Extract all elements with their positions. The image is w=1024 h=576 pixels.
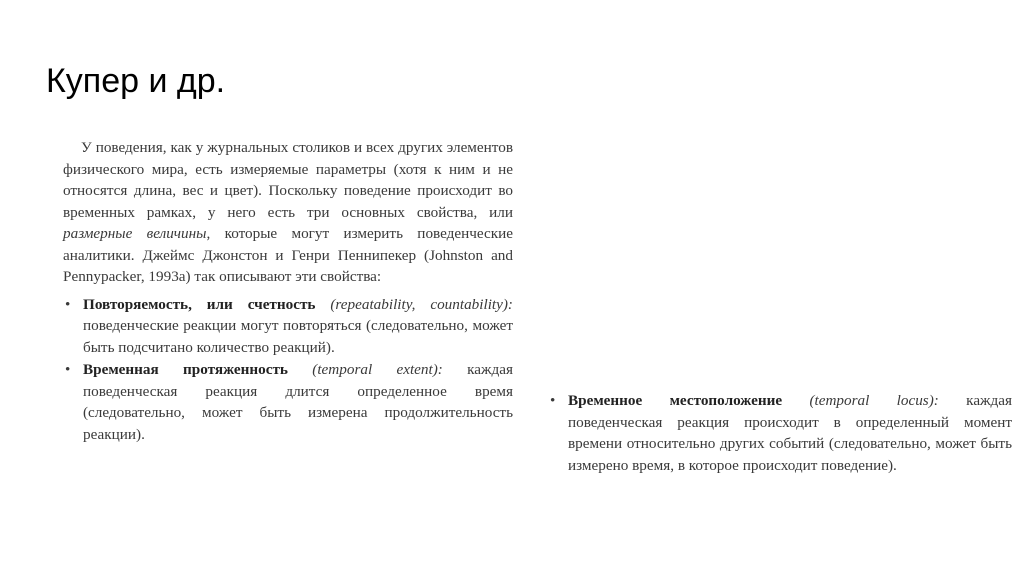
bullet-text: каждая поведенческая реакция длится определенное время (следовательно, может быть измерена продолжительность реакции).	[83, 361, 513, 443]
bullet-item-temporal-extent	[63, 359, 513, 445]
intro-paragraph	[63, 137, 513, 288]
bullet-marker: •	[65, 295, 71, 313]
book-excerpt-left-column	[63, 137, 513, 446]
bullet-translation: (repeatability, countability):	[330, 295, 513, 313]
bullet-marker: •	[550, 392, 556, 409]
bullet-term: Повторяемость, или счетность	[83, 295, 316, 313]
bullet-translation: (temporal extent):	[312, 361, 443, 378]
intro-text-part-2: , которые могут измерить поведенческие аналитики. Джеймс Джонстон и Генри Пеннипекер (Johnston and Pennypacker, 1993a) так описывают эти свойства:	[63, 225, 513, 285]
bullet-text: поведенческие реакции могут повторяться (следовательно, может быть подсчитано количество реакций).	[83, 317, 513, 356]
book-excerpt-right-column	[548, 390, 1012, 477]
bullet-text: каждая поведенческая реакция происходит в определенный момент времени относительно других событий (следовательно, может быть измерено время, в которое происходит поведение).	[568, 392, 1013, 474]
bullet-item-temporal-locus	[548, 390, 1012, 476]
bullet-translation: (temporal locus):	[809, 392, 939, 409]
intro-text-part-1: У поведения, как у журнальных столиков и всех других элементов физического мира, есть измеряемые параметры (хотя к ним и не относятся длина, вес и цвет). Поскольку поведение происходит во временных рамках, у него есть три основных свойства, или	[63, 139, 513, 221]
slide-title: Купер и др.	[46, 62, 226, 100]
bullet-item-repeatability	[63, 294, 513, 359]
bullet-marker: •	[65, 361, 71, 378]
bullet-term: Временная протяженность	[83, 361, 288, 378]
bullet-term: Временное местоположение	[568, 392, 783, 409]
intro-emphasis: размерные величины	[63, 225, 207, 242]
